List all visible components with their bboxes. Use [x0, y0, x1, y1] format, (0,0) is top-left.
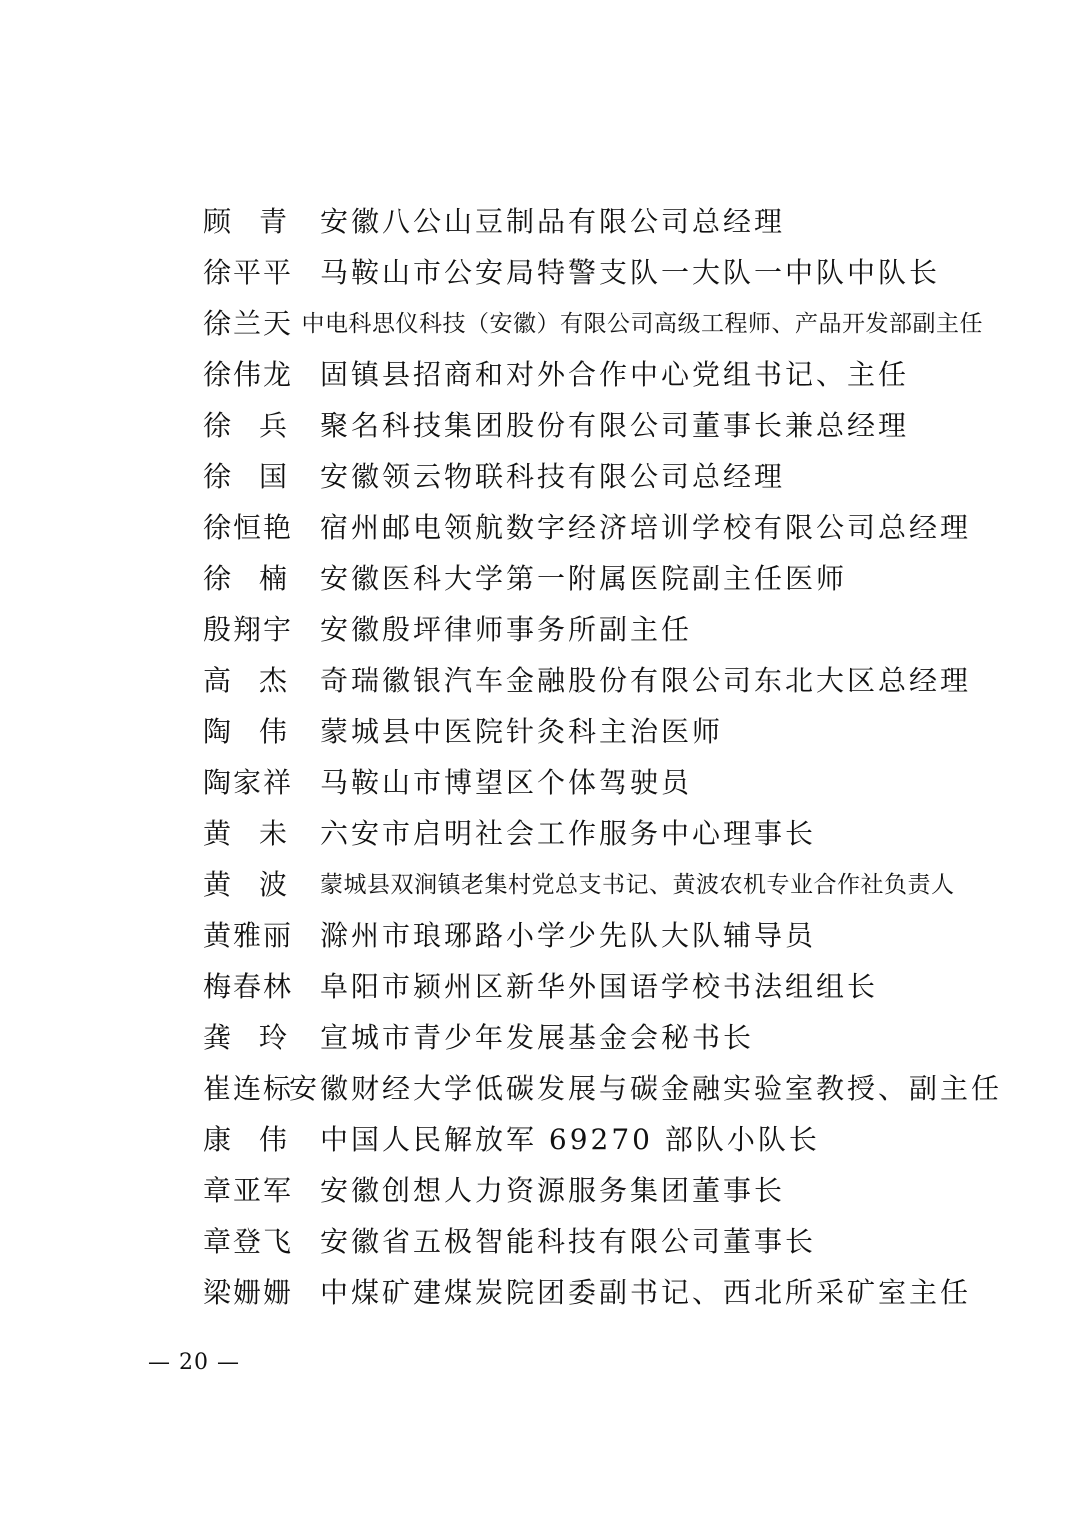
list-item — [203, 194, 983, 245]
person-name: 顾青 — [203, 204, 289, 238]
list-item — [203, 347, 983, 398]
list-item — [203, 755, 983, 806]
person-title: 中煤矿建煤炭院团委副书记、西北所采矿室主任 — [320, 1275, 972, 1309]
list-item — [203, 245, 983, 296]
person-title: 滁州市琅琊路小学少先队大队辅导员 — [320, 918, 817, 952]
person-name: 崔连标 — [203, 1071, 294, 1105]
person-name: 梅春林 — [203, 969, 294, 1003]
list-item — [203, 908, 983, 959]
person-name: 殷翔宇 — [203, 612, 294, 646]
list-item — [203, 806, 983, 857]
list-item — [203, 959, 983, 1010]
person-title: 奇瑞徽银汽车金融股份有限公司东北大区总经理 — [320, 663, 972, 697]
person-title: 安徽创想人力资源服务集团董事长 — [320, 1173, 786, 1207]
person-name: 黄雅丽 — [203, 918, 294, 952]
person-title: 安徽领云物联科技有限公司总经理 — [320, 459, 786, 493]
person-name: 徐国 — [203, 459, 289, 493]
list-item — [203, 551, 983, 602]
list-item — [203, 500, 983, 551]
page-number: — 20 — — [148, 1350, 240, 1375]
list-item — [203, 1214, 983, 1265]
list-item — [203, 449, 983, 500]
list-item — [203, 1061, 1003, 1112]
list-item — [203, 1010, 983, 1061]
person-name: 徐平平 — [203, 255, 294, 289]
person-name: 徐楠 — [203, 561, 289, 595]
list-item — [203, 653, 983, 704]
honoree-list — [203, 194, 1003, 1316]
list-item — [203, 296, 983, 347]
person-title: 中国人民解放军 69270 部队小队长 — [320, 1122, 820, 1156]
person-name: 章登飞 — [203, 1224, 294, 1258]
person-title: 六安市启明社会工作服务中心理事长 — [320, 816, 817, 850]
person-title: 安徽省五极智能科技有限公司董事长 — [320, 1224, 817, 1258]
list-item — [203, 1112, 983, 1163]
person-name: 徐兵 — [203, 408, 289, 442]
person-name: 陶伟 — [203, 714, 289, 748]
person-title: 蒙城县中医院针灸科主治医师 — [320, 714, 724, 748]
person-name: 康伟 — [203, 1122, 289, 1156]
person-name: 龚玲 — [203, 1020, 289, 1054]
person-title: 固镇县招商和对外合作中心党组书记、主任 — [320, 357, 910, 391]
person-title: 聚名科技集团股份有限公司董事长兼总经理 — [320, 408, 910, 442]
person-title: 阜阳市颍州区新华外国语学校书法组组长 — [320, 969, 879, 1003]
person-name: 章亚军 — [203, 1173, 294, 1207]
list-item — [203, 857, 983, 908]
list-item — [203, 704, 983, 755]
person-name: 黄波 — [203, 867, 289, 901]
list-item — [203, 398, 983, 449]
person-name: 徐恒艳 — [203, 510, 294, 544]
list-item — [203, 602, 983, 653]
person-title: 安徽殷坪律师事务所副主任 — [320, 612, 693, 646]
person-title: 蒙城县双涧镇老集村党总支书记、黄波农机专业合作社负责人 — [320, 872, 955, 898]
person-title: 安徽医科大学第一附属医院副主任医师 — [320, 561, 848, 595]
person-name: 陶家祥 — [203, 765, 294, 799]
person-title: 中电科思仪科技（安徽）有限公司高级工程师、产品开发部副主任 — [301, 311, 983, 337]
list-item — [203, 1265, 983, 1316]
person-title: 宿州邮电领航数字经济培训学校有限公司总经理 — [320, 510, 972, 544]
person-name: 徐兰天 — [203, 306, 294, 340]
person-title: 马鞍山市公安局特警支队一大队一中队中队长 — [320, 255, 941, 289]
person-name: 梁姗姗 — [203, 1275, 294, 1309]
person-title: 马鞍山市博望区个体驾驶员 — [320, 765, 693, 799]
person-title: 安徽财经大学低碳发展与碳金融实验室教授、副主任 — [289, 1071, 1003, 1105]
person-title: 安徽八公山豆制品有限公司总经理 — [320, 204, 786, 238]
person-name: 高杰 — [203, 663, 289, 697]
person-title: 宣城市青少年发展基金会秘书长 — [320, 1020, 755, 1054]
person-name: 黄未 — [203, 816, 289, 850]
person-name: 徐伟龙 — [203, 357, 294, 391]
list-item — [203, 1163, 983, 1214]
